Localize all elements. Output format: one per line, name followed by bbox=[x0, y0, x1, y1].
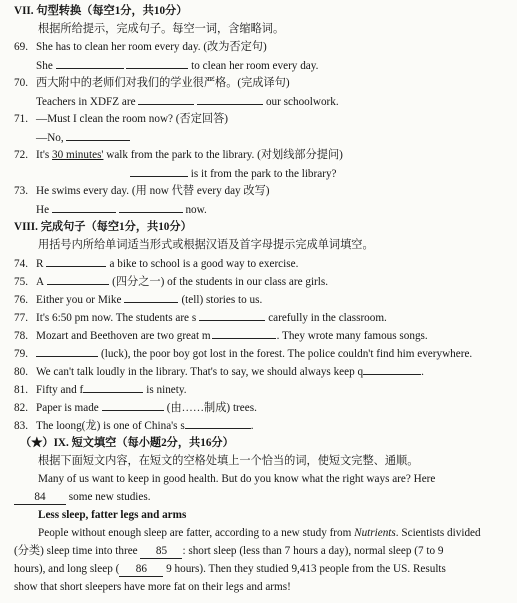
question-text: Fifty and f bbox=[36, 384, 84, 396]
answer-blank[interactable] bbox=[66, 130, 130, 141]
question-81 bbox=[14, 382, 187, 397]
answer-blank[interactable] bbox=[212, 328, 276, 339]
answer-suffix: our schoolwork. bbox=[265, 96, 339, 108]
question-79 bbox=[14, 346, 472, 361]
question-number: 76. bbox=[14, 294, 28, 306]
question-number: 82. bbox=[14, 402, 28, 414]
question-80 bbox=[14, 364, 424, 379]
answer-blank[interactable] bbox=[197, 94, 263, 105]
question-69 bbox=[14, 40, 267, 54]
question-82 bbox=[14, 400, 257, 415]
answer-blank[interactable] bbox=[124, 292, 178, 303]
journal-name: Nutrients bbox=[354, 527, 396, 539]
answer-suffix: is it from the park to the library? bbox=[190, 168, 337, 180]
question-72 bbox=[14, 148, 343, 162]
question-number: 75. bbox=[14, 276, 28, 288]
answer-blank[interactable] bbox=[47, 274, 109, 285]
section-8-title: VIII. 完成句子（每空1分，共10分） bbox=[14, 221, 192, 233]
question-text: 西大附中的老师们对我们的学业很严格。(完成译句) bbox=[36, 77, 290, 89]
answer-71 bbox=[36, 130, 130, 145]
question-text: . They wrote many famous songs. bbox=[276, 330, 428, 342]
answer-prefix: She bbox=[36, 60, 53, 72]
answer-blank[interactable] bbox=[363, 364, 421, 375]
section-7-title: VII. 句型转换（每空1分，共10分） bbox=[14, 5, 188, 17]
answer-blank[interactable] bbox=[36, 346, 98, 357]
question-text: She has to clean her room every day. (改为否定句) bbox=[36, 41, 267, 53]
question-text: —Must I clean the room now? (否定回答) bbox=[36, 113, 229, 125]
passage-line bbox=[14, 562, 446, 577]
question-number: 77. bbox=[14, 312, 28, 324]
question-text: He swims every day. (用 now 代替 every day 改写) bbox=[36, 185, 270, 197]
question-text: (tell) stories to us. bbox=[181, 294, 263, 306]
question-text: (luck), the poor boy got lost in the forest. The police couldn't find him everywhere. bbox=[101, 348, 473, 360]
question-number: 83. bbox=[14, 420, 28, 432]
question-text: R bbox=[36, 258, 44, 270]
question-number: 81. bbox=[14, 384, 28, 396]
question-text: A bbox=[36, 276, 45, 288]
section-8-instruction: 用括号内所给单词适当形式或根据汉语及首字母提示完成单词填空。 bbox=[38, 239, 374, 251]
question-number: 80. bbox=[14, 366, 28, 378]
answer-blank[interactable] bbox=[119, 202, 183, 213]
question-text: Paper is made bbox=[36, 402, 99, 414]
question-number: 71. bbox=[14, 113, 28, 125]
answer-prefix: Teachers in XDFZ are bbox=[36, 96, 136, 108]
passage-blank-86[interactable]: 86 bbox=[119, 562, 163, 577]
answer-70 bbox=[36, 94, 339, 109]
answer-prefix: He bbox=[36, 204, 50, 216]
question-text: Either you or Mike bbox=[36, 294, 122, 306]
question-number: 69. bbox=[14, 41, 28, 53]
question-text: It's 6:50 pm now. The students are s bbox=[36, 312, 197, 324]
question-70 bbox=[14, 76, 290, 90]
answer-73 bbox=[36, 202, 207, 217]
answer-blank[interactable] bbox=[126, 58, 188, 69]
passage-text: People without enough sleep are fatter, according to a new study from bbox=[38, 527, 355, 539]
answer-blank[interactable] bbox=[102, 400, 164, 411]
question-number: 72. bbox=[14, 149, 28, 161]
question-text: (由……制成) trees. bbox=[166, 402, 257, 414]
question-number: 78. bbox=[14, 330, 28, 342]
passage-line: show that short sleepers have more fat on their legs and arms! bbox=[14, 581, 291, 593]
answer-blank[interactable] bbox=[138, 94, 194, 105]
question-text: We can't talk loudly in the library. That's to say, we should always keep q bbox=[36, 366, 364, 378]
passage-text: : short sleep (less than 7 hours a day), normal sleep (7 to 9 bbox=[182, 545, 444, 557]
passage-text: (分类) sleep time into three bbox=[14, 545, 138, 557]
question-number: 73. bbox=[14, 185, 28, 197]
question-77 bbox=[14, 310, 387, 325]
underlined-phrase: 30 minutes' bbox=[52, 149, 104, 161]
passage-line bbox=[14, 544, 443, 559]
question-number: 79. bbox=[14, 348, 28, 360]
passage-line bbox=[14, 490, 151, 505]
answer-suffix: to clean her room every day. bbox=[191, 60, 319, 72]
question-73 bbox=[14, 184, 270, 198]
passage-text: hours), and long sleep ( bbox=[14, 563, 120, 575]
question-text: The loong(龙) is one of China's s bbox=[36, 420, 185, 432]
question-text: . bbox=[250, 420, 254, 432]
question-71 bbox=[14, 112, 228, 126]
passage-text: some new studies. bbox=[68, 491, 151, 503]
passage-heading: Less sleep, fatter legs and arms bbox=[38, 509, 187, 521]
question-text: is ninety. bbox=[146, 384, 187, 396]
answer-blank[interactable] bbox=[130, 166, 188, 177]
question-83 bbox=[14, 418, 253, 433]
answer-blank[interactable] bbox=[185, 418, 251, 429]
answer-prefix: —No, bbox=[36, 132, 64, 144]
section-9-instruction: 根据下面短文内容，在短文的空格处填上一个恰当的词，使短文完整、通顺。 bbox=[38, 455, 419, 467]
question-number: 74. bbox=[14, 258, 28, 270]
question-text: (四分之一) of the students in our class are girls. bbox=[112, 276, 329, 288]
question-76 bbox=[14, 292, 262, 307]
passage-line bbox=[38, 526, 481, 540]
answer-blank[interactable] bbox=[56, 58, 124, 69]
answer-72 bbox=[130, 166, 337, 181]
question-78 bbox=[14, 328, 428, 343]
question-74 bbox=[14, 256, 298, 271]
answer-blank[interactable] bbox=[83, 382, 143, 393]
answer-suffix: now. bbox=[185, 204, 207, 216]
question-text: . bbox=[421, 366, 424, 378]
passage-line: Many of us want to keep in good health. But do you know what the right ways are? Here bbox=[38, 473, 436, 485]
question-text: walk from the park to the library. (对划线部分提问) bbox=[103, 149, 343, 161]
passage-text: . Scientists divided bbox=[395, 527, 481, 539]
question-75 bbox=[14, 274, 328, 289]
section-7-instruction: 根据所给提示，完成句子。每空一词，含缩略词。 bbox=[38, 23, 285, 35]
answer-blank[interactable] bbox=[52, 202, 116, 213]
passage-blank-84[interactable]: 84 bbox=[14, 490, 66, 505]
question-text: Mozart and Beethoven are two great m bbox=[36, 330, 211, 342]
passage-blank-85[interactable]: 85 bbox=[140, 544, 182, 559]
section-9-title: （★）IX. 短文填空（每小题2分，共16分） bbox=[20, 437, 234, 449]
passage-text: 9 hours). Then they studied 9,413 people from the US. Results bbox=[166, 563, 446, 575]
question-text: a bike to school is a good way to exercise. bbox=[109, 258, 299, 270]
answer-blank[interactable] bbox=[46, 256, 106, 267]
question-number: 70. bbox=[14, 77, 28, 89]
answer-blank[interactable] bbox=[199, 310, 265, 321]
answer-69 bbox=[36, 58, 318, 73]
question-text: carefully in the classroom. bbox=[268, 312, 387, 324]
question-text: It's bbox=[36, 149, 53, 161]
